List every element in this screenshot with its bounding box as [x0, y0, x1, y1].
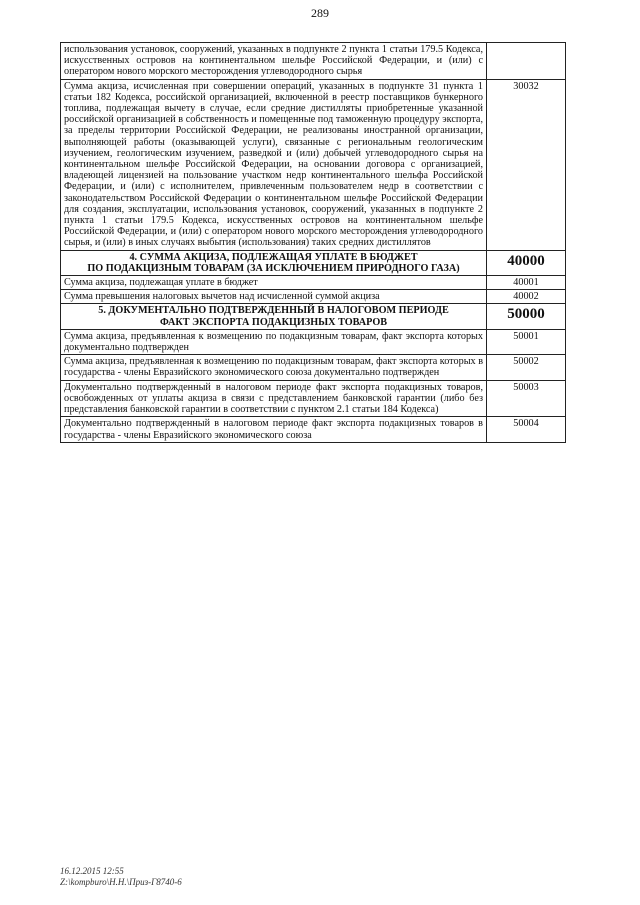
footer-timestamp: 16.12.2015 12:55 — [60, 866, 124, 876]
section-title-line: ФАКТ ЭКСПОРТА ПОДАКЦИЗНЫХ ТОВАРОВ — [159, 316, 388, 328]
page-number: 289 — [311, 6, 329, 20]
row-description: Сумма акциза, исчисленная при совершении операций, указанных в подпункте 31 пункта 1 статьи 182 Кодекса, российской организацией, включенной в реестр поставщиков бункерного топлива, подлежащая вычету в случае, если средние дистилляты приобретенные указанной российской организацией в собственность и помещенные под таможенную процедуру экспорта, за пределы территории Российской Федерации, не реализованы иностранной организации, выполняющей работы (оказывающей услуги), связанные с региональным геологическим изучением, геологическим изучением, разведкой и (или) добычей углеводородного сырья на континентальном шельфе Российской Федерации, на основании договора с организацией, владеющей лицензией на пользование участком недр континентального шельфа Российской Федерации, и (или) с исполнителем, привлеченным пользователем недр в соответствии с законодательством Российской Федерации о континентальном шельфе Российской Федерации для создания, эксплуатации, использования установок, сооружений, указанных в подпункте 2 пункта 1 статьи 179.5 Кодекса, искусственных островов на континентальном шельфе Российской Федерации, и (или) с оператором нового морского месторождения углеводородного сырья, и (или) в иных случаях выбытия (использования) таких средних дистиллятов — [61, 79, 487, 250]
row-code: 30032 — [487, 79, 566, 250]
table-row — [61, 355, 566, 380]
row-description: Сумма превышения налоговых вычетов над исчисленной суммой акциза — [61, 290, 487, 304]
codes-table — [60, 42, 566, 443]
table-row — [61, 380, 566, 417]
row-description: Сумма акциза, предъявленная к возмещению по подакцизным товарам, факт экспорта которых в государства - члены Евразийского экономического союза документально подтвержден — [61, 355, 487, 380]
section-title — [61, 250, 487, 275]
footer-file-path: Z:\kompburo\Н.Н.\Приз-Г8740-6 — [60, 877, 182, 887]
section-title-line: ПО ПОДАКЦИЗНЫМ ТОВАРАМ (ЗА ИСКЛЮЧЕНИЕМ ПРИРОДНОГО ГАЗА) — [87, 262, 460, 274]
row-description: Сумма акциза, предъявленная к возмещению по подакцизным товарам, факт экспорта которых документально подтвержден — [61, 329, 487, 354]
table-row — [61, 329, 566, 354]
row-description: использования установок, сооружений, указанных в подпункте 2 пункта 1 статьи 179.5 Кодекса, искусственных островов на континентальном шельфе Российской Федерации, и (или) с оператором нового морского месторождения углеводородного сырья — [61, 43, 487, 80]
section-code: 40000 — [487, 250, 566, 275]
section-title-line: 4. СУММА АКЦИЗА, ПОДЛЕЖАЩАЯ УПЛАТЕ В БЮДЖЕТ — [129, 251, 418, 263]
table-row — [61, 79, 566, 250]
row-description: Сумма акциза, подлежащая уплате в бюджет — [61, 276, 487, 290]
row-code: 50002 — [487, 355, 566, 380]
row-code — [487, 43, 566, 80]
table-row — [61, 417, 566, 442]
table-row — [61, 290, 566, 304]
row-code: 50003 — [487, 380, 566, 417]
section-header-row — [61, 304, 566, 329]
row-code: 50001 — [487, 329, 566, 354]
section-title — [61, 304, 487, 329]
section-code: 50000 — [487, 304, 566, 329]
row-description: Документально подтвержденный в налоговом периоде факт экспорта подакцизных товаров, освобожденных от уплаты акциза в связи с представлением банковской гарантии (либо без представления банковской гарантии в соответствии с пунктом 2.1 статьи 184 Кодекса) — [61, 380, 487, 417]
row-code: 50004 — [487, 417, 566, 442]
table-row — [61, 43, 566, 80]
section-header-row — [61, 250, 566, 275]
row-code: 40001 — [487, 276, 566, 290]
row-description: Документально подтвержденный в налоговом периоде факт экспорта подакцизных товаров в государства - члены Евразийского экономического союза — [61, 417, 487, 442]
section-title-line: 5. ДОКУМЕНТАЛЬНО ПОДТВЕРЖДЕННЫЙ В НАЛОГОВОМ ПЕРИОДЕ — [98, 305, 449, 317]
row-code: 40002 — [487, 290, 566, 304]
table-row — [61, 276, 566, 290]
